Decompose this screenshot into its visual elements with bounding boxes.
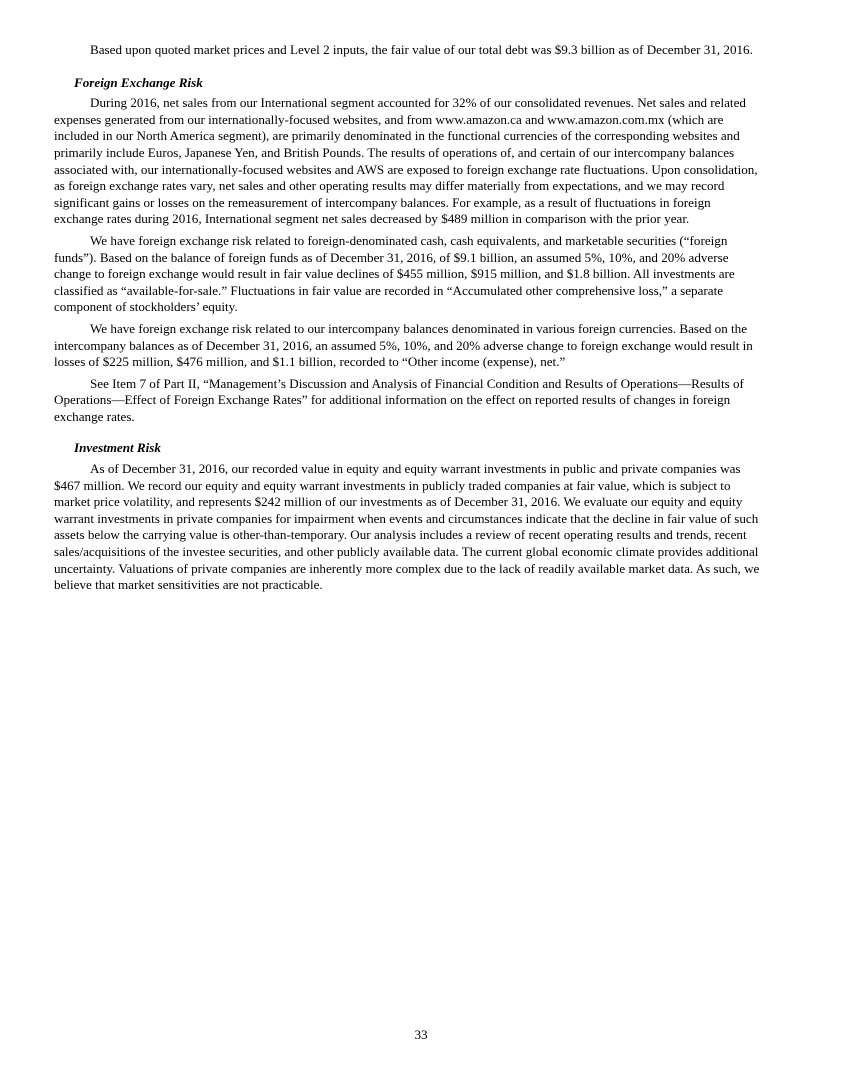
debt-fair-value-paragraph: Based upon quoted market prices and Level 2 inputs, the fair value of our total debt was $9.3 billion as of December 31, 2016. bbox=[90, 42, 753, 57]
document-page bbox=[54, 42, 761, 594]
foreign-exchange-paragraph-1: During 2016, net sales from our International segment accounted for 32% of our consolidated revenues. Net sales and related expenses generated from our internationally-focused websites, and from www.amazon.ca and www.amazon.com.mx (which are included in our North America segment), are primarily denominated in the functional currencies of the corresponding websites and primarily include Euros, Japanese Yen, and British Pounds. The results of operations of, and certain of our intercompany balances associated with, our internationally-focused websites and AWS are exposed to foreign exchange rate fluctuations. Upon consolidation, as foreign exchange rates vary, net sales and other operating results may differ materially from expectations, and we may record significant gains or losses on the remeasurement of intercompany balances. For example, as a result of fluctuations in foreign exchange rates during 2016, International segment net sales decreased by $489 million in comparison with the prior year. bbox=[54, 95, 758, 227]
page-number: 33 bbox=[414, 1027, 428, 1042]
foreign-exchange-paragraph-4: See Item 7 of Part II, “Management’s Discussion and Analysis of Financial Condition and Results of Operations—Results of Operations—Effect of Foreign Exchange Rates” for additional information on the effect on reported results of changes in foreign exchange rates. bbox=[54, 375, 744, 424]
investment-risk-paragraph: As of December 31, 2016, our recorded value in equity and equity warrant investments in public and private companies was $467 million. We record our equity and equity warrant investments in publicly traded companies at fair value, which is subject to market price volatility, and represents $242 million of our investments as of December 31, 2016. We evaluate our equity and equity warrant investments in private companies for impairment when events and circumstances indicate that the decline in fair value of such assets below the carrying value is other-than-temporary. Our analysis includes a review of recent operating results and trends, recent sales/acquisitions of the investee securities, and other publicly available data. The current global economic climate provides additional uncertainty. Valuations of private companies are inherently more complex due to the lack of readily available market data. As such, we believe that market sensitivities are not practicable. bbox=[54, 461, 760, 593]
foreign-exchange-paragraph-2: We have foreign exchange risk related to foreign-denominated cash, cash equivalents, and marketable securities (“foreign funds”). Based on the balance of foreign funds as of December 31, 2016, of $9.1 billion, an assumed 5%, 10%, and 20% adverse change to foreign exchange would result in fair value declines of $455 million, $915 million, and $1.8 billion. All investments are classified as “available-for-sale.” Fluctuations in fair value are recorded in “Accumulated other comprehensive loss,” a separate component of stockholders’ equity. bbox=[54, 232, 735, 315]
investment-risk-heading: Investment Risk bbox=[74, 440, 161, 456]
foreign-exchange-paragraph-3: We have foreign exchange risk related to our intercompany balances denominated in various foreign currencies. Based on the intercompany balances as of December 31, 2016, an assumed 5%, 10%, and 20% adverse change to foreign exchange would result in losses of $225 million, $476 million, and $1.1 billion, recorded to “Other income (expense), net.” bbox=[54, 320, 753, 370]
foreign-exchange-risk-heading: Foreign Exchange Risk bbox=[74, 74, 203, 90]
